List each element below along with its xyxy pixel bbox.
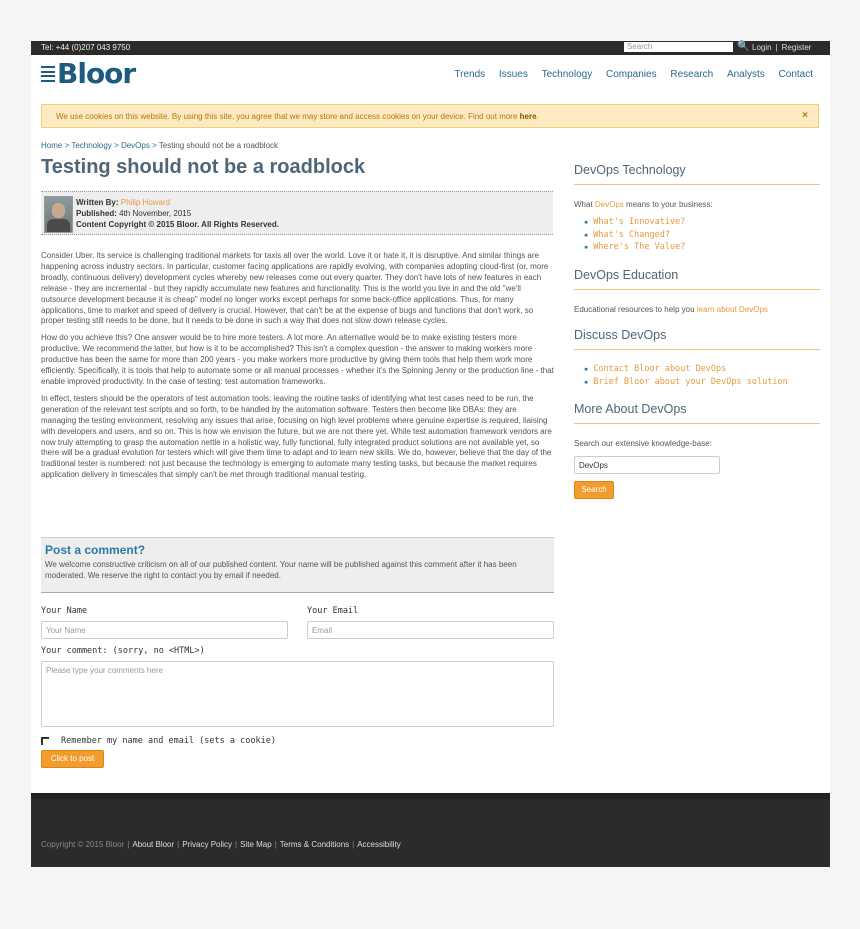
nav-trends[interactable]: Trends: [454, 69, 486, 80]
devops-link[interactable]: DevOps: [594, 200, 624, 209]
footer: Copyright © 2015 Bloor | About Bloor | Privacy Policy | Site Map | Terms & Conditions | Accessibility: [31, 793, 830, 867]
cookie-banner: We use cookies on this website. By using this site, you agree that we may store and access cookies on your device. Find out more here. ×: [41, 104, 819, 128]
avatar: [44, 196, 73, 233]
logo-mark-icon: [41, 66, 55, 82]
more-about-devops-heading: More About DevOps: [574, 402, 687, 416]
link-contact-bloor[interactable]: ▪ Contact Bloor about DevOps: [584, 363, 788, 376]
comment-label: Your comment: (sorry, no <HTML>): [41, 646, 205, 656]
devops-education-heading: DevOps Education: [574, 268, 679, 282]
cookie-text: We use cookies on this website. By using this site, you agree that we may store and access cookies on your device. Find out more: [56, 112, 520, 121]
article-body: [41, 251, 554, 487]
post-comment-intro: We welcome constructive criticism on all of our published content. Your name will be published against this comment after it has been moderated. We reserve the right to contact you by email if needed.: [45, 560, 517, 580]
footer-sitemap[interactable]: Site Map: [240, 840, 272, 849]
breadcrumb: Home > Technology > DevOps > Testing should not be a roadblock: [41, 141, 279, 150]
nav-issues[interactable]: Issues: [498, 69, 528, 80]
remember-checkbox[interactable]: [41, 737, 49, 745]
author-link[interactable]: Philip Howard: [120, 198, 171, 207]
top-bar: [31, 41, 830, 55]
bloor-logo[interactable]: Bloor: [41, 59, 135, 89]
content-copyright: Content Copyright © 2015 Bloor. All Rights Reserved.: [76, 220, 279, 229]
published-date: 4th November, 2015: [119, 209, 192, 218]
nav-contact[interactable]: Contact: [778, 69, 813, 80]
main-nav: [443, 69, 813, 80]
email-label: Your Email: [307, 606, 359, 616]
remember-label: Remember my name and email (sets a cookie): [61, 736, 276, 746]
discuss-devops-heading: Discuss DevOps: [574, 328, 667, 342]
devops-technology-heading: DevOps Technology: [574, 163, 686, 177]
learn-devops-link[interactable]: learn about DevOps: [696, 305, 768, 314]
close-icon[interactable]: ×: [802, 110, 808, 121]
link-whats-innovative[interactable]: ▪ What's Innovative?: [584, 216, 685, 229]
footer-privacy[interactable]: Privacy Policy: [182, 840, 233, 849]
page-title: Testing should not be a roadblock: [41, 156, 366, 178]
footer-terms[interactable]: Terms & Conditions: [279, 840, 350, 849]
page: Tel: +44 (0)207 043 9750 Search 🔍 Login | Register Bloor Trends Issues Technology Companies Research Analysts Contact We use cookies on this website. By using this site, you agree that we may store and access cookies on your device. Find out more here. × Home > Technology > DevOps > Testing should not be a roadblock Testing should not be a roadblock Written By: Philip Howard Published: 4th November, 2015 Content Copyright © 2015 Bloor. All Rights Reserved. Consider Uber. Its service is challenging traditional markets for taxis all over the world. Love it or hate it, it is disruptive. And similar things are happening across industry sectors. In particular, customer facing applications are rapidly evolving, with companies adopting cloud-first (or, more broadly, continuous delivery) development cycles whereby new releases come out every quarter. They don't have lots of new features in each release - they are incremental - but they rapidly accumulate new features and functionality. This is the world you live in and the old "we'll outsource development because it is cheap" model no longer works except perhaps for some back-office applications. Thus, for many applications, time to market and speed of delivery is crucial. However, that can't be at the expense of bugs and functions that don't work, so proper testing still needs to be done, but it needs to be done in such a way that does not slow down release cycles. How do you achieve this? One answer would be to hire more testers. A lot more. An alternative would be to make existing testers more productive. We recommend the latter, but how is it to be accomplished? This isn't a complex question - the answer to making workers more productive has been the same for more than 200 years - you make workers more productive by giving them tools that help them work more efficiently. Specifically, it is tools that help to automate some or all manual processes - whether it's the Spinning Jenny or the production line - that enable improved productivity. In the case of testing: test automation frameworks. In effect, testers should be the operators of test automation tools: leaving the routine tasks of identifying what test cases need to be run, the generation of the relevant test scripts and so forth, to be handled by the automation software. Testers then become like DBAs: they are managing the testing environment, resolving any issues that arise, focusing on high level problems where genuine expertise is required, liaising with developers and users, and so on. This is how we envision the future, but we are not there yet. While test automation framework vendors are now truly attempting to grasp the automation nettle in a holistic way, fully functional, fully integrated product solutions are not available yet, so there will be a gradual evolution for testers which will give them time to adapt and to learn new skills. We do, however, believe that the day of the traditional tester is numbered: not just because the technology is emerging to automate many testing tasks, but because the market requires application delivery in timescales that simply can't be met through traditional manual testing. Post a comment? We welcome constructive criticism on all of our published content. Your name will be published against this comment after it has been moderated. We reserve the right to contact you by email if needed. Your Name Your Email Your Name Email Your comment: (sorry, no <HTML>) Please type your comments here Remember my name and email (sets a cookie) Click to post DevOps Technology What DevOps means to your business: ▪ What's Innovative? ▪ What's Changed? ▪ Where's The Value? DevOps Education Educational resources to help you learn about DevOps Discuss DevOps ▪ Contact Bloor about DevOps ▪ Brief Bloor about your DevOps solution More About DevOps Search our extensive knowledge-base: DevOps Search Copyright © 2015 Bloor | About Bloor | Privacy Policy | Site Map | Terms & Conditions | Accessibility: [31, 41, 830, 867]
breadcrumb-current: Testing should not be a roadblock: [158, 141, 279, 150]
search-kb-label: Search our extensive knowledge-base:: [574, 439, 712, 448]
article-paragraph: Consider Uber. Its service is challenging traditional markets for taxis all over the world. Love it or hate it, it is disruptive. And similar things are happening across industry sectors. In particular, customer facing applications are rapidly evolving, with companies adopting cloud-first (or, more broadly, continuous delivery) development cycles whereby new releases come out every quarter. They don't have lots of new features in each release - they are incremental - but they rapidly accumulate new features and functionality. This is the world you live in and the old "we'll outsource development because it is cheap" model no longer works except perhaps for some back-office applications. Thus, for many applications, time to market and speed of delivery is crucial. However, that can't be at the expense of bugs and functions that don't work, so proper testing still needs to be done, but it needs to be done in such a way that does not slow down release cycles.: [41, 251, 549, 326]
breadcrumb-devops[interactable]: DevOps: [120, 141, 150, 150]
footer-about[interactable]: About Bloor: [132, 840, 175, 849]
name-field[interactable]: Your Name: [41, 621, 288, 639]
tech-links: [584, 216, 685, 254]
nav-technology[interactable]: Technology: [541, 69, 593, 80]
login-link[interactable]: Login: [752, 43, 772, 52]
email-field[interactable]: Email: [307, 621, 554, 639]
breadcrumb-home[interactable]: Home: [41, 141, 63, 150]
post-comment-button[interactable]: Click to post: [41, 750, 104, 768]
link-brief-bloor[interactable]: ▪ Brief Bloor about your DevOps solution: [584, 376, 788, 389]
account-links: Login | Register: [752, 43, 812, 52]
nav-companies[interactable]: Companies: [605, 69, 657, 80]
nav-research[interactable]: Research: [670, 69, 714, 80]
breadcrumb-technology[interactable]: Technology: [71, 141, 112, 150]
discuss-links: [584, 363, 788, 388]
kb-search-input[interactable]: DevOps: [574, 456, 720, 474]
nav-analysts[interactable]: Analysts: [726, 69, 765, 80]
phone-number: Tel: +44 (0)207 043 9750: [41, 43, 131, 52]
link-whats-changed[interactable]: ▪ What's Changed?: [584, 229, 685, 242]
footer-accessibility[interactable]: Accessibility: [357, 840, 401, 849]
comment-textarea[interactable]: Please type your comments here: [41, 661, 554, 727]
footer-copyright: Copyright © 2015 Bloor: [41, 840, 125, 849]
search-icon[interactable]: 🔍: [737, 41, 750, 52]
article-paragraph: How do you achieve this? One answer would be to hire more testers. A lot more. An alternative would be to make existing testers more productive. We recommend the latter, but how is it to be accomplished? This isn't a complex question - the answer to making workers more productive has been the same for more than 200 years - you make workers more productive by giving them tools that help them work more efficiently. Specifically, it is tools that help to automate some or all manual processes - whether it's the Spinning Jenny or the production line - that enable improved productivity. In the case of testing: test automation frameworks.: [41, 333, 554, 386]
cookie-more-link[interactable]: here: [519, 112, 537, 121]
register-link[interactable]: Register: [781, 43, 812, 52]
top-search-input[interactable]: Search: [624, 42, 733, 52]
link-wheres-the-value[interactable]: ▪ Where's The Value?: [584, 241, 685, 254]
article-paragraph: In effect, testers should be the operators of test automation tools: leaving the routine tasks of identifying what test cases need to be run, the generation of the relevant test scripts and so forth, to be handled by the automation software. Testers then become like DBAs: they are managing the testing environment, resolving any issues that arise, focusing on high level problems where genuine expertise is required, liaising with developers and users, and so on. This is how we envision the future, but we are not there yet. While test automation framework vendors are now truly attempting to grasp the automation nettle in a holistic way, fully functional, fully integrated product solutions are not available yet, so there will be a gradual evolution for testers which will give them time to adapt and to learn new skills. We do, however, believe that the day of the traditional tester is numbered: not just because the technology is emerging to automate many testing tasks, but because the market requires application delivery in timescales that simply can't be met through traditional manual testing.: [41, 393, 552, 480]
post-comment-heading: Post a comment?: [45, 543, 146, 557]
post-comment-box: [41, 537, 554, 593]
name-label: Your Name: [41, 606, 88, 616]
kb-search-button[interactable]: Search: [574, 481, 614, 499]
header: [31, 55, 830, 95]
author-box: Written By: Philip Howard Published: 4th November, 2015 Content Copyright © 2015 Bloor. All Rights Reserved.: [41, 191, 553, 235]
